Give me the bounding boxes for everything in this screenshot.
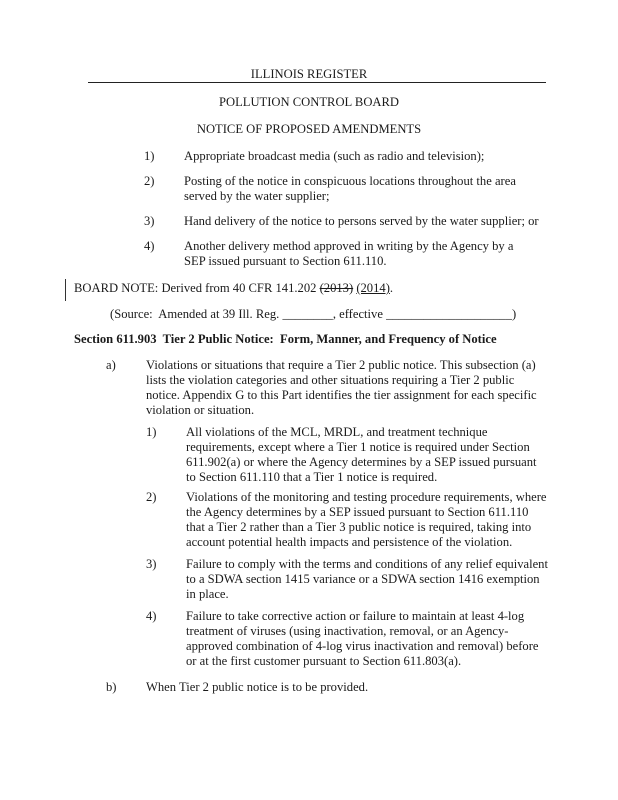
item-number: 3) [146,557,157,571]
item-text: Another delivery method approved in writing by the Agency by a SEP issued pursuant to Section 611.110. [184,239,514,268]
item-text: Failure to comply with the terms and conditions of any relief equivalent to a SDWA section 1415 variance or a SDWA section 1416 exemption in place. [186,557,548,601]
source-note [110,307,516,322]
source-text: , effective [332,307,387,321]
board-note [74,281,393,296]
section-heading: Section 611.903 Tier 2 Public Notice: Form, Manner, and Frequency of Notice [74,332,497,346]
header-rule [88,82,546,83]
source-blank: ________ [282,307,333,321]
item-text: Failure to take corrective action or failure to maintain at least 4-log treatment of viruses (using inactivation, removal, or an Agency-approved combination of 4-log virus inactivation and removal) before or at the first customer pursuant to Section 611.803(a). [186,609,539,668]
item-number: 2) [146,490,157,504]
change-bar [65,279,66,301]
subsection-text: Violations or situations that require a Tier 2 public notice. This subsection (a) lists the violation categories and other situations requiring a Tier 2 public notice. Appendix G to this Part identifies the tier assignment for each specific violation or situation. [146,358,537,417]
item-text: Hand delivery of the notice to persons served by the water supplier; or [184,214,539,228]
item-number: 3) [144,214,155,228]
item-number: 4) [144,239,155,253]
source-text: (Source: Amended at 39 Ill. Reg. [110,307,283,321]
source-text: ) [512,307,517,321]
subsection-number: a) [106,358,116,372]
item-number: 1) [146,425,157,439]
board-note-end: . [389,281,394,295]
item-text: Violations of the monitoring and testing procedure requirements, where the Agency determines by a SEP issued pursuant to Section 611.110 that a Tier 2 rather than a Tier 3 public notice is required, taking into account potential health impacts and persistence of the violation. [186,490,547,549]
item-text: All violations of the MCL, MRDL, and treatment technique requirements, except where a Tier 1 notice is required under Section 611.902(a) or where the Agency determines by a SEP issued pursuant to Section 611.110 that a Tier 1 notice is required. [186,425,537,484]
source-blank: ____________________ [386,307,513,321]
inserted-text: (2014) [356,281,390,295]
board-title: POLLUTION CONTROL BOARD [218,95,400,109]
item-number: 2) [144,174,155,188]
item-text: Posting of the notice in conspicuous locations throughout the area served by the water supplier; [184,174,516,203]
subsection-text: When Tier 2 public notice is to be provided. [146,680,369,694]
board-note-text: BOARD NOTE: Derived from 40 CFR 141.202 [74,281,317,295]
item-text: Appropriate broadcast media (such as radio and television); [184,149,485,163]
item-number: 1) [144,149,155,163]
item-number: 4) [146,609,157,623]
subsection-number: b) [106,680,117,694]
register-title: ILLINOIS REGISTER [250,67,368,81]
deleted-text: (2013) [319,281,354,295]
notice-title: NOTICE OF PROPOSED AMENDMENTS [196,122,422,136]
